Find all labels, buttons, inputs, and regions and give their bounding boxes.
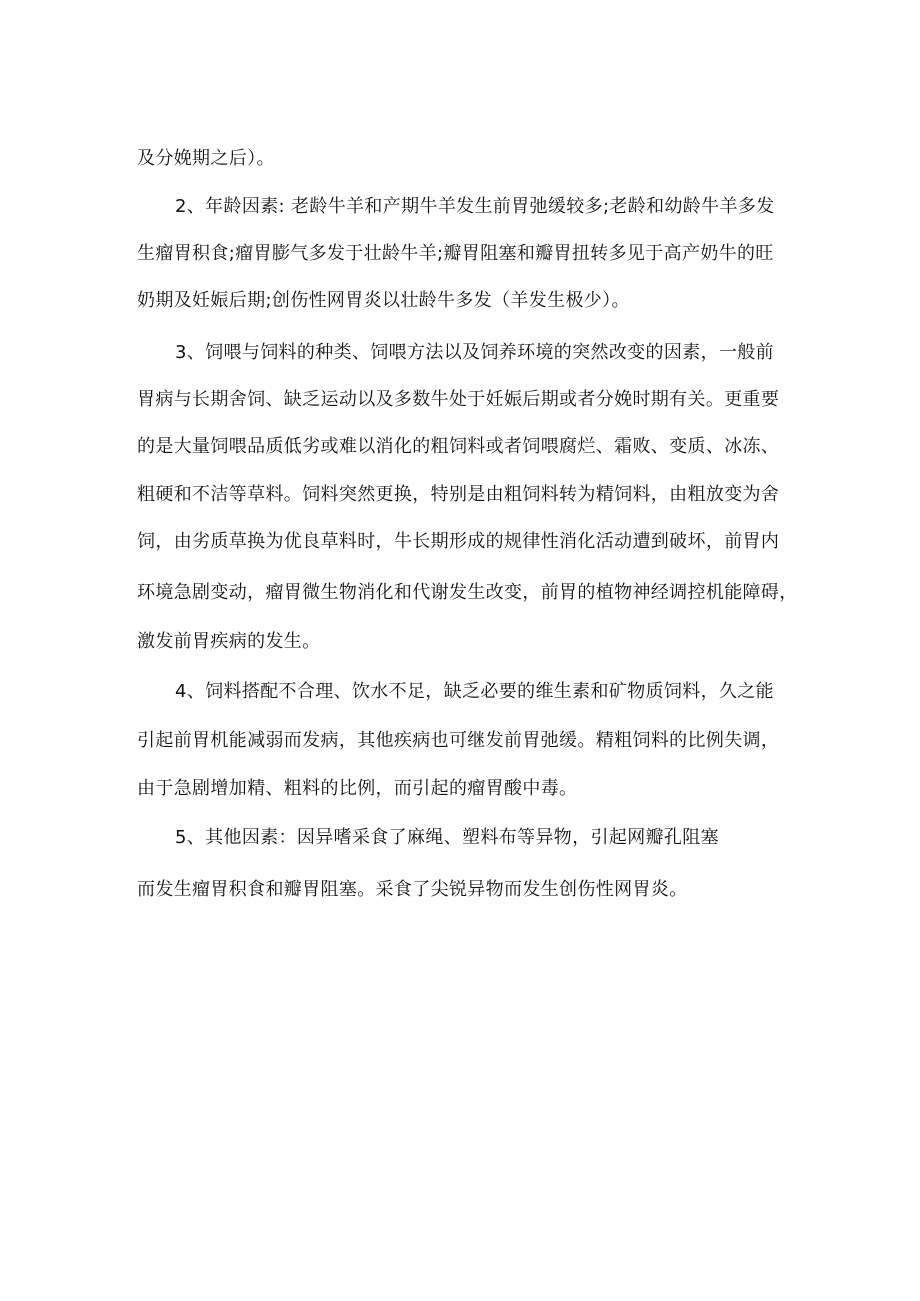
text-line: 的是大量饲喂品质低劣或难以消化的粗饲料或者饲喂腐烂、霜败、变质、冰冻、 <box>137 436 780 457</box>
text-line: 生瘤胃积食;瘤胃膨气多发于壮龄牛羊;瓣胃阻塞和瓣胃扭转多见于高产奶牛的旺 <box>137 243 774 264</box>
text-line: 胃病与长期舍饲、缺乏运动以及多数牛处于妊娠后期或者分娩时期有关。更重要 <box>137 389 780 410</box>
text-line: 由于急剧增加精、粗料的比例，而引起的瘤胃酸中毒。 <box>137 778 578 799</box>
text-line: 而发生瘤胃积食和瓣胃阻塞。采食了尖锐异物而发生创伤性网胃炎。 <box>137 879 688 900</box>
text-line: 粗硬和不洁等草料。饲料突然更换，特别是由粗饲料转为精饲料，由粗放变为舍 <box>137 484 780 505</box>
text-line: 环境急剧变动，瘤胃微生物消化和代谢发生改变，前胃的植物神经调控机能障碍， <box>137 582 798 603</box>
text-line: 饲，由劣质草换为优良草料时，牛长期形成的规律性消化活动遭到破坏，前胃内 <box>137 531 780 552</box>
text-line: 引起前胃机能减弱而发病，其他疾病也可继发前胃弛缓。精粗饲料的比例失调， <box>137 730 780 751</box>
text-line: 奶期及妊娠后期;创伤性网胃炎以壮龄牛多发（羊发生极少）。 <box>137 290 630 311</box>
text-line: 及分娩期之后）。 <box>137 148 275 169</box>
paragraph-2-line: 2、年龄因素: 老龄牛羊和产期牛羊发生前胃弛缓较多;老龄和幼龄牛羊多发 <box>175 196 775 217</box>
paragraph-5-line: 5、其他因素：因异嗜采食了麻绳、塑料布等异物，引起网瓣孔阻塞 <box>175 827 719 848</box>
paragraph-3-line: 3、饲喂与饲料的种类、饲喂方法以及饲养环境的突然改变的因素，一般前 <box>175 342 774 363</box>
paragraph-4-line: 4、饲料搭配不合理、饮水不足，缺乏必要的维生素和矿物质饲料，久之能 <box>175 681 774 702</box>
text-line: 激发前胃疾病的发生。 <box>137 631 321 652</box>
